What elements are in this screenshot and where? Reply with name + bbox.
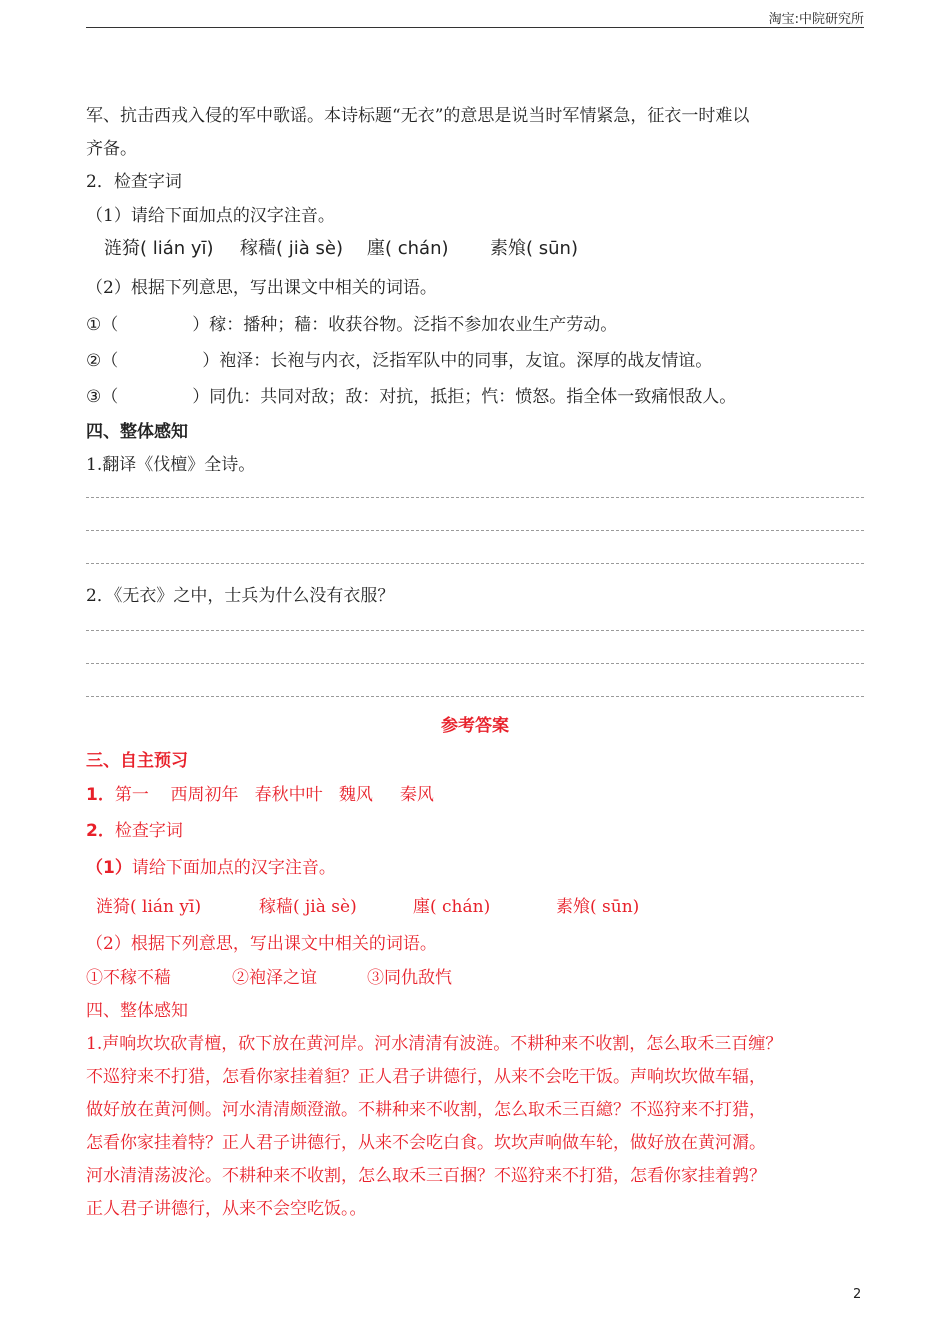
section4-title: 四、整体感知 xyxy=(86,422,188,442)
answer-2-number: 2． xyxy=(86,821,115,841)
check-words-q2: （2）根据下列意思，写出课文中相关的词语。 xyxy=(86,278,437,298)
answer-2-q1-text: 请给下面加点的汉字注音。 xyxy=(131,858,336,878)
intro-line-2: 齐备。 xyxy=(86,139,137,159)
fill-blank-item-3 xyxy=(86,382,736,407)
answer-1-text: 第一 西周初年 春秋中叶 魏风 秦风 xyxy=(114,785,434,805)
answer-2-q1 xyxy=(86,853,336,878)
intro-line-1: 军、抗击西戎入侵的军中歌谣。本诗标题“无衣”的意思是说当时军情紧急，征衣一时难以 xyxy=(86,106,750,126)
answer-2 xyxy=(86,816,183,841)
translation-line: 做好放在黄河侧。河水清清颇澄澈。不耕种来不收割，怎么取禾三百繶？不巡狩来不打猎， xyxy=(86,1100,766,1120)
fill-blank-marker: ③（ xyxy=(86,387,119,407)
pinyin-item: 涟猗( lián yī) xyxy=(104,238,214,259)
answer-line[interactable] xyxy=(86,663,864,664)
translation-line: 怎看你家挂着特？正人君子讲德行，从来不会吃白食。坎坎声响做车轮，做好放在黄河漘。 xyxy=(86,1133,766,1153)
check-words-q1: （1）请给下面加点的汉字注音。 xyxy=(86,206,335,226)
answer-line[interactable] xyxy=(86,497,864,498)
answer-pinyin-item: 廛( chán) xyxy=(413,897,491,917)
answer-pinyin-item: 稼穑( jià sè) xyxy=(259,897,357,917)
answer-2-q2-item: ①不稼不穑 xyxy=(86,968,171,988)
fill-blank-marker: ②（ xyxy=(86,351,119,371)
answer-2-text: 检查字词 xyxy=(114,821,183,841)
fill-blank-definition: ）稼：播种；穑：收获谷物。泛指不参加农业生产劳动。 xyxy=(192,315,618,335)
translation-line: 河水清清荡波沦。不耕种来不收割，怎么取禾三百捆？不巡狩来不打猎，怎看你家挂着鹑？ xyxy=(86,1166,766,1186)
answer-line[interactable] xyxy=(86,696,864,697)
answers-sec3-title: 三、自主预习 xyxy=(86,751,188,771)
fill-blank-marker: ①（ xyxy=(86,315,119,335)
answers-title: 参考答案 xyxy=(441,716,509,736)
section4-q2: 2．《无衣》之中，士兵为什么没有衣服？ xyxy=(86,586,395,606)
section4-q1: 1.翻译《伐檀》全诗。 xyxy=(86,455,256,475)
fill-blank-item-2 xyxy=(86,346,712,371)
answer-pinyin-item: 素飧( sūn) xyxy=(556,897,640,917)
fill-blank-item-1 xyxy=(86,310,617,335)
answer-2-q2-item: ②袍泽之谊 xyxy=(232,968,317,988)
answer-1-number: 1． xyxy=(86,785,115,805)
pinyin-item: 素飧( sūn) xyxy=(490,238,578,259)
check-words-title: 2．检查字词 xyxy=(86,172,182,192)
fill-blank-definition: ）同仇：共同对敌；敌：对抗，抵拒；忾：愤怒。指全体一致痛恨敌人。 xyxy=(192,387,737,407)
answers-sec4-title: 四、整体感知 xyxy=(86,1001,188,1021)
answer-2-q1-number: （1） xyxy=(86,858,132,878)
header-divider xyxy=(86,27,864,28)
fill-blank-definition: ）袍泽：长袍与内衣，泛指军队中的同事，友谊。深厚的战友情谊。 xyxy=(202,351,713,371)
translation-line: 不巡狩来不打猎，怎看你家挂着貆？正人君子讲德行，从来不会吃干饭。声响坎坎做车辐， xyxy=(86,1067,766,1087)
pinyin-item: 稼穑( jià sè) xyxy=(240,238,343,259)
answer-2-q2-item: ③同仇敌忾 xyxy=(367,968,452,988)
answer-2-q2: （2）根据下列意思，写出课文中相关的词语。 xyxy=(86,934,437,954)
pinyin-item: 廛( chán) xyxy=(367,238,449,259)
answer-line[interactable] xyxy=(86,530,864,531)
translation-line: 正人君子讲德行，从来不会空吃饭。。 xyxy=(86,1199,367,1219)
answer-1 xyxy=(86,780,434,805)
answer-line[interactable] xyxy=(86,563,864,564)
answer-pinyin-item: 涟猗( lián yī) xyxy=(96,897,202,917)
page-number: 2 xyxy=(853,1287,862,1302)
translation-line: 1.声响坎坎砍青檀，砍下放在黄河岸。河水清清有波涟。不耕种来不收割，怎么取禾三百缠？ xyxy=(86,1034,783,1054)
answer-line[interactable] xyxy=(86,630,864,631)
header-text: 淘宝:中院研究所 xyxy=(768,12,864,27)
